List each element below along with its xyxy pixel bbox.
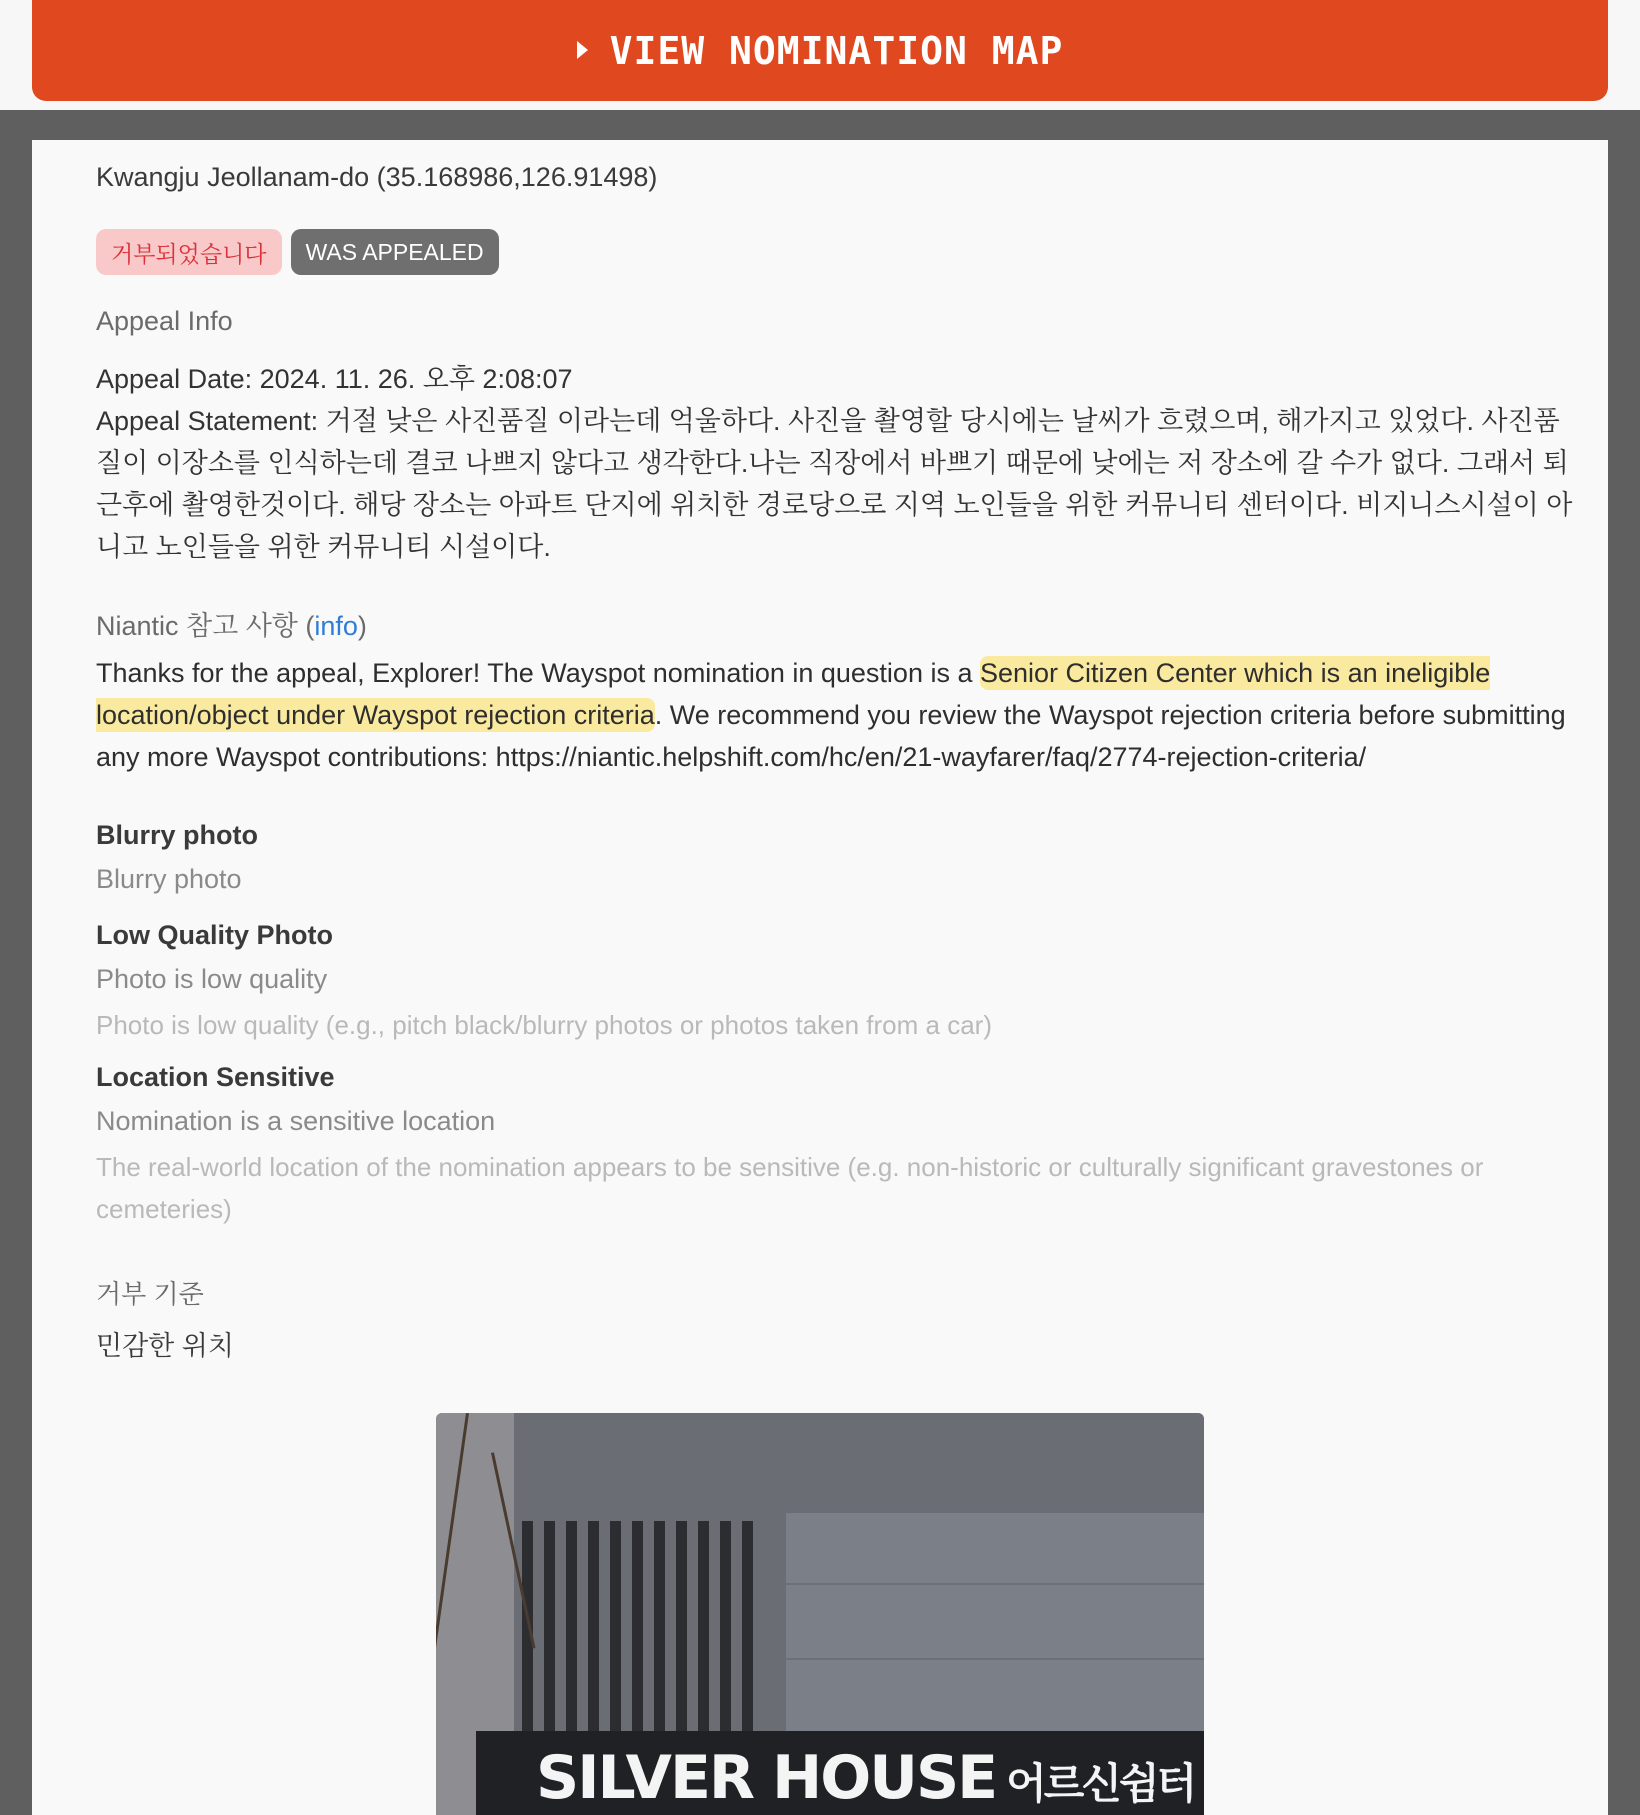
status-badges — [96, 229, 499, 275]
criterion-subtitle: Nomination is a sensitive location — [96, 1106, 496, 1136]
niantic-note-heading: Niantic 참고 사항 (info) — [96, 611, 367, 641]
nomination-photo[interactable] — [436, 1413, 1204, 1815]
criterion-title: Low Quality Photo — [96, 920, 333, 950]
appeal-date-label: Appeal Date: — [96, 364, 253, 394]
rejection-criteria-label: 거부 기준 — [96, 1279, 204, 1309]
criterion-description: The real-world location of the nomination appears to be sensitive (e.g. non-historic or culturally significant gravestones or cemeteries) — [96, 1152, 1484, 1224]
niantic-note-text — [96, 652, 1576, 778]
criterion-title: Blurry photo — [96, 820, 258, 850]
criterion-subtitle: Blurry photo — [96, 864, 242, 894]
appeal-statement-text: 거절 낮은 사진품질 이라는데 억울하다. 사진을 촬영할 당시에는 날씨가 흐렸으며, 해가지고 있었다. 사진품질이 이장소를 인식하는데 결코 나쁘지 않다고 생각한다.나는 직장에서 바쁘기 때문에 낮에는 저 장소에 갈 수가 없다. 그래서 퇴근후에 촬영한것이다. 해당 장소는 아파트 단지에 위치한 경로당으로 지역 노인들을 위한 커뮤니티 센터이다. 비지니스시설이 아니고 노인들을 위한 커뮤니티 시설이다. — [96, 406, 1573, 562]
criterion-subtitle: Photo is low quality — [96, 964, 328, 994]
photo-sign-text — [536, 1743, 1194, 1813]
criterion-description: Photo is low quality (e.g., pitch black/blurry photos or photos taken from a car) — [96, 1010, 992, 1040]
rejection-criteria-value: 민감한 위치 — [96, 1331, 234, 1361]
photo-panel-seam — [786, 1583, 1204, 1585]
sign-text-en: SILVER HOUSE — [536, 1743, 997, 1813]
appeal-info-heading: Appeal Info — [96, 306, 233, 336]
niantic-note-part1: Thanks for the appeal, Explorer! The Wayspot nomination in question is a — [96, 658, 980, 688]
niantic-note-label: Niantic 참고 사항 — [96, 611, 298, 641]
appeal-statement-label: Appeal Statement: — [96, 406, 319, 436]
criterion-title: Location Sensitive — [96, 1062, 335, 1092]
photo-panel — [786, 1513, 1204, 1735]
rejected-status-badge: 거부되었습니다 — [96, 229, 282, 275]
appeal-date-row — [96, 358, 1576, 400]
view-nomination-map-button[interactable] — [32, 0, 1608, 101]
niantic-note-part2: . We recommend you review the Wayspot rejection criteria before submitting any more Wayspot contributions: https://niantic.helpshift.com/hc/en/21-wayfarer/faq/2774-rejection-criteria/ — [96, 700, 1566, 772]
sign-text-ko: 어르신쉼터 — [1006, 1759, 1195, 1808]
niantic-note-highlight: Senior Citizen Center which is an ineligible location/object under Wayspot rejection criteria — [96, 658, 1491, 730]
appealed-badge: WAS APPEALED — [291, 229, 499, 275]
caret-right-icon — [577, 41, 588, 59]
photo-panel-seam — [786, 1658, 1204, 1660]
photo-slats — [514, 1521, 779, 1731]
info-link[interactable]: info — [314, 611, 358, 641]
nomination-detail-card — [32, 140, 1608, 1815]
nomination-location: Kwangju Jeollanam-do (35.168986,126.91498) — [96, 162, 658, 192]
appeal-date-value: 2024. 11. 26. 오후 2:08:07 — [259, 364, 573, 394]
appeal-details — [96, 358, 1576, 568]
appeal-statement-row — [96, 400, 1576, 568]
map-button-label: VIEW NOMINATION MAP — [609, 28, 1064, 73]
